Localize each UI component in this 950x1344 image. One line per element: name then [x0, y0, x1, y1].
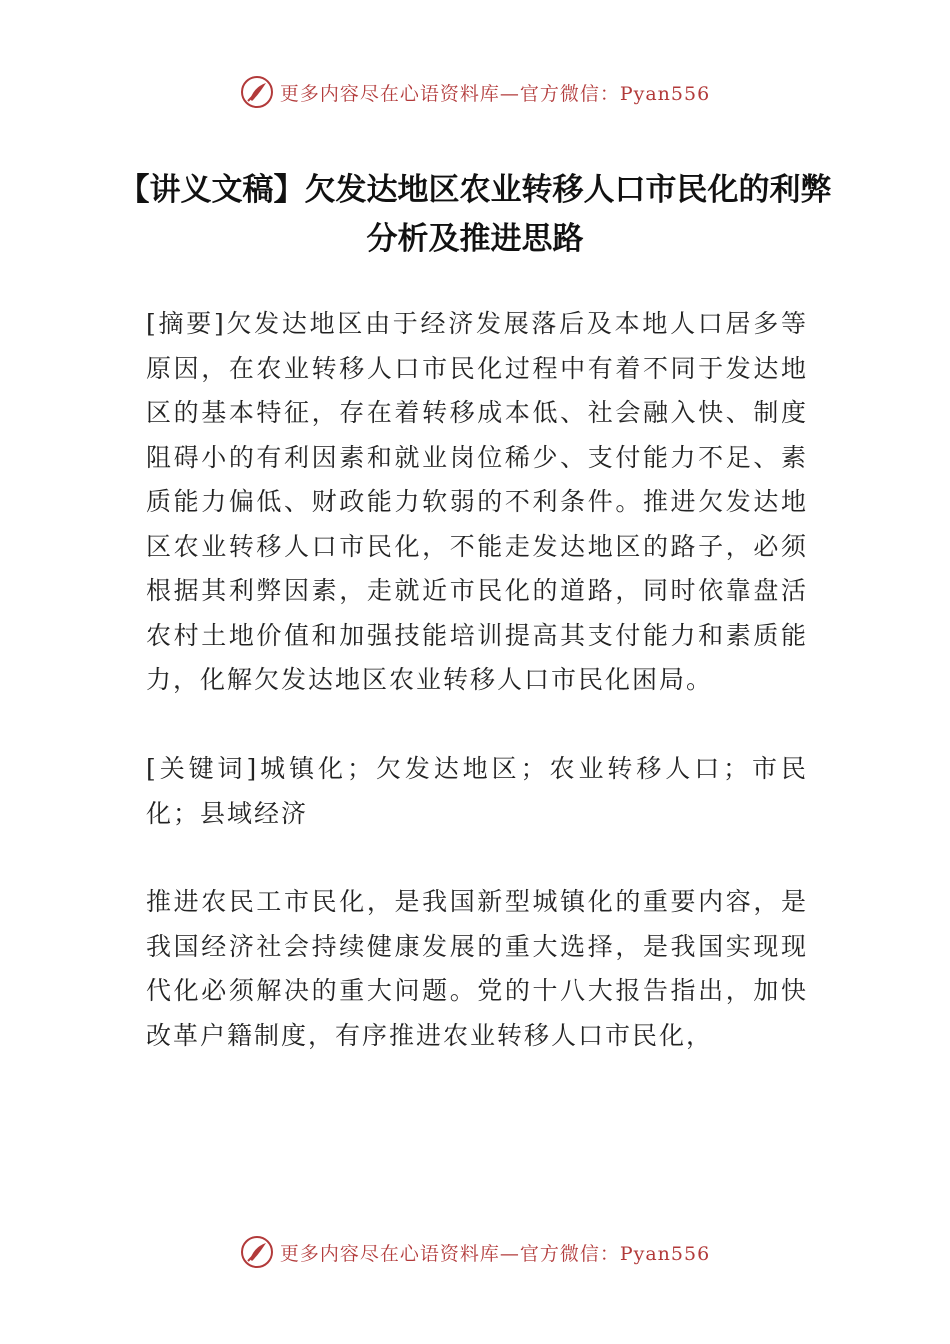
keywords-paragraph: [关键词]城镇化；欠发达地区；农业转移人口；市民化；县域经济: [146, 754, 808, 828]
header-banner: [0, 72, 950, 112]
footer-banner-text: 更多内容尽在心语资料库—官方微信：Pyan556: [279, 1242, 711, 1265]
flame-pen-logo-icon: [240, 1235, 274, 1269]
document-title: 【讲义文稿】欠发达地区农业转移人口市民化的利弊分析及推进思路: [118, 172, 832, 257]
abstract-paragraph: [摘要]欠发达地区由于经济发展落后及本地人口居多等原因，在农业转移人口市民化过程中有着不同于发达地区的基本特征，存在着转移成本低、社会融入快、制度阻碍小的有利因素和就业岗位稀少、支付能力不足、素质能力偏低、财政能力软弱的不利条件。推进欠发达地区农业转移人口市民化，不能走发达地区的路子，必须根据其利弊因素，走就近市民化的道路，同时依靠盘活农村土地价值和加强技能培训提高其支付能力和素质能力，化解欠发达地区农业转移人口市民化困局。: [146, 309, 808, 694]
body-paragraph: 推进农民工市民化，是我国新型城镇化的重要内容，是我国经济社会持续健康发展的重大选择，是我国实现现代化必须解决的重大问题。党的十八大报告指出，加快改革户籍制度，有序推进农业转移人口市民化，: [146, 887, 808, 1050]
header-banner-text: 更多内容尽在心语资料库—官方微信：Pyan556: [279, 82, 711, 105]
footer-banner: [0, 1232, 950, 1272]
flame-pen-logo-icon: [240, 75, 274, 109]
